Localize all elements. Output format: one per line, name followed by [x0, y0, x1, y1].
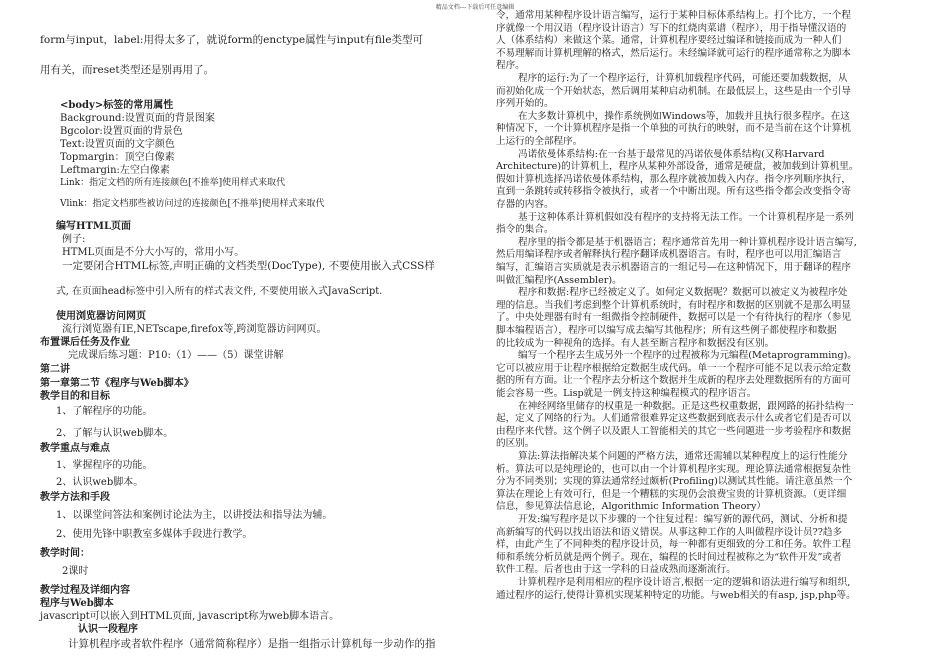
section-heading: 教学重点与难点 [40, 443, 110, 454]
section-heading: 认识一段程序 [78, 624, 138, 635]
section-heading: 编写HTML页面 [56, 221, 131, 232]
text-line: 用有关，而reset类型还是别再用了。 [40, 64, 215, 76]
paragraph-line: 能会容易一些。Lisp就是一例支持这种编程模式的程序语言。 [496, 388, 757, 399]
paragraph-line: 高新编写的代码以找出语法和语义错误。从事这种工作的人叫做程序设计员??趋多 [496, 526, 843, 538]
section-heading: 布置课后任务及作业 [40, 337, 130, 348]
paragraph-line: 编写，汇编语言实质就是表示机器语言的一组记号—在这种情况下，用于翻译的程序 [496, 262, 851, 273]
paragraph-line: 计算机程序是利用相应的程序设计语言,根据一定的逻辑和语法进行编写和组织, [518, 577, 851, 588]
paragraph-line: 算法:算法指解决某个问题的严格方法，通常还需辅以某种程度上的运行性能分 [518, 451, 848, 462]
section-heading: 教学方法和手段 [40, 492, 110, 503]
list-item: 2、使用先锋中职教室多媒体手段进行教学。 [56, 529, 253, 540]
paragraph-line: 程序里的指令都是基于机器语言；程序通常首先用一种计算机程序设计语言编写, [518, 236, 857, 248]
paragraph-line: 通过程序的运行,使得计算机实现某种特定的功能。与web相关的有asp, jsp,php等。 [496, 589, 856, 601]
section-heading: 教学过程及详细内容 [40, 585, 130, 596]
paragraph-line: 基于这种体系计算机假如没有程序的支持将无法工作。一个计算机程序是一系列 [518, 211, 854, 223]
list-item: Text:设置页面的文字颜色 [60, 139, 175, 150]
list-item: Leftmargin:左空白像素 [60, 165, 170, 176]
paragraph-line: 上运行的全部程序。 [496, 136, 583, 147]
paragraph-line: 而初始化成一个开始状态，然后调用某种启动机制。在最低层上，这些是由一个引导 [496, 85, 851, 97]
text-line: javascript可以嵌入到HTML页面, javascript称为web脚本语言。 [40, 611, 340, 622]
paragraph-line: 由程序来代替。这个例子以及跟人工智能相关的其它一些问题进一步考验程序和数据 [496, 425, 851, 437]
list-item: 1、掌握程序的功能。 [56, 460, 153, 471]
paragraph-line: 存器的内容。 [496, 199, 554, 210]
paragraph-line: 种情况下，一个计算机程序是指一个单独的可执行的映射，而不是当前在这个计算机 [496, 123, 851, 135]
paragraph-line: 程序。 [496, 60, 525, 72]
paragraph-line: 的区别。 [496, 438, 535, 450]
lecture-heading: 第二讲 [40, 364, 70, 375]
list-item: Link：指定文档的所有连接颜色[不推举]使用样式来取代 [60, 178, 286, 188]
paragraph-line: Architecture)的计算机上，程序从某种外部设备，通常是硬盘，被加载到计算机里。 [496, 161, 859, 173]
text-line: 完成课后练习题：P10:（1）——（5）课堂讲解 [68, 350, 284, 361]
list-item: 1、了解程序的功能。 [56, 406, 153, 417]
paragraph-line: 在神经网络里储存的权重是一种数据。正是这些权重数据，跟网路的拓扑结构一 [518, 400, 854, 412]
text-line: 流行浏览器有IE,NETscape,firefox等,跨浏览器访问网页。 [62, 324, 327, 335]
paragraph-line: 令，通常用某种程序设计语言编写，运行于某种目标体系结构上。打个比方，一个程 [496, 10, 851, 21]
text-line: HTML页面是不分大小写的，常用小写。 [62, 247, 245, 258]
page-header: 精品文档---下载后可任意编辑 [435, 4, 515, 11]
paragraph-line: 起，定义了网络的行为。人们通常很难界定这些数据到底表示什么或者它们是否可以 [496, 413, 851, 425]
paragraph-line: 冯诺依曼体系结构:在一台基于最常见的冯诺依曼体系结构(又称Harvard [518, 148, 825, 160]
section-heading: 教学目的和目标 [40, 391, 110, 402]
paragraph-line: 序列开始的。 [496, 98, 554, 110]
paragraph-line: 程序的运行:为了一个程序运行，计算机加载程序代码，可能还要加载数据，从 [518, 73, 848, 84]
paragraph-line: 分为不同类别；实现的算法通常经过颇析(Profiling)以测试其性能。请注意虽然一个 [496, 476, 853, 488]
list-item: 1、以课堂问答法和案例讨论法为主，以讲授法和指导法为辅。 [56, 510, 333, 521]
text-line: 计算机程序或者软件程序（通常简称程序）是指一组指示计算机每一步动作的指 [68, 638, 436, 650]
section-heading: 使用浏览器访问网页 [56, 311, 146, 322]
paragraph-line: 不易理解而计算机理解的格式，然后运行。未经编译就可运行的程序通常称之为脚本 [496, 47, 851, 59]
list-item: 2、认识web脚本。 [56, 477, 144, 488]
paragraph-line: 程序和数据:程序已经被定义了。如何定义数据呢？数据可以被定义为被程序处 [518, 287, 848, 299]
paragraph-line: 理的信息。当我们考虑到整个计算机系统时，有时程序和数据的区别就不是那么明显 [496, 299, 851, 311]
paragraph-line: 然后用编译程序或者解释执行程序翻译成机器语言。有时，程序也可以用汇编语言 [496, 249, 842, 261]
paragraph-line: 编写一个程序去生成另外一个程序的过程被称为元编程(Metaprogramming)。 [518, 350, 857, 362]
section-heading: 教学时间： [40, 548, 90, 559]
text-line: 一定要闭合HTML标签,声明正确的文档类型(DocType), 不要使用嵌入式CSS样 [62, 260, 435, 272]
paragraph-line: 它可以被应用于让程序根据给定数据生成代码。单一一个程序可能不足以表示给定数 [496, 362, 851, 374]
section-heading: <body>标签的常用属性 [60, 100, 174, 111]
paragraph-line: 样，由此产生了不同种类的程序设计员，每一种都有更细致的分工和任务。软件工程 [496, 539, 851, 551]
list-item: Bgcolor:设置页面的背景色 [60, 126, 183, 137]
paragraph-line: 直到一条跳转或转移指令被执行，或者一个中断出现。所有这些指令都会改变指令寄 [496, 186, 851, 198]
text-line: 2课时 [62, 566, 89, 577]
text-line: 式, 在页面head标签中引入所有的样式表文件, 不要使用嵌入式JavaScript. [56, 286, 383, 297]
paragraph-line: 假如计算机选择冯诺依曼体系结构，那么程序就被加载入内存。指令序列顺序执行， [496, 173, 851, 185]
list-item: Background:设置页面的背景图案 [60, 113, 215, 124]
paragraph-line: 人（体系结构）来做这个菜。通常，计算机程序要经过编译和链接而成为一种人们 [496, 35, 842, 47]
list-item: 2、了解与认识web脚本。 [56, 428, 174, 439]
paragraph-line: 软件工程。后者也由于这一学科的日益成熟而逐渐流行。 [496, 564, 736, 576]
paragraph-line: 序就像一个用汉语（程序设计语言）写下的红烧肉菜谱（程序），用于指导懂汉语的 [496, 22, 847, 34]
text-line: form与input，label:用得太多了，就说form的enctype属性与input有file类型可 [40, 34, 423, 46]
paragraph-line: 叫做汇编程序(Assembler)。 [496, 274, 622, 286]
paragraph-line: 开发:编写程序是以下步骤的一个往复过程：编写新的源代码，测试、分析和提 [518, 514, 848, 525]
paragraph-line: 脚本编程语言），程序可以编写成去编写其他程序；所有这些例子都使程序和数据 [496, 325, 837, 336]
paragraph-line: 信息，参见算法信息论，Algorithmic Information Theory） [496, 501, 766, 513]
paragraph-line: 师和系统分析员就是两个例子。现在，编程的长时间过程被称之为“软件开发”或者 [496, 551, 842, 563]
paragraph-line: 在大多数计算机中，操作系统例如Windows等，加载并且执行很多程序。在这 [518, 110, 850, 122]
paragraph-line: 算法在理论上有效可行，但是一个糟糕的实现仍会浪费宝贵的计算机资源。（更详细 [496, 488, 847, 500]
section-heading: 程序与Web脚本 [40, 598, 114, 609]
list-item: Topmargin：顶空白像素 [60, 152, 175, 163]
paragraph-line: 指令的集合。 [496, 224, 554, 236]
paragraph-line: 据的所有方面。让一个程序去分析这个数据并生成新的程序去处理数据所有的方面可 [496, 375, 851, 387]
chapter-heading: 第一章第二节《程序与Web脚本》 [40, 378, 194, 389]
paragraph-line: 了。中央处理器有时有一组微指令控制硬件，数据可以是一个有待执行的程序（参见 [496, 312, 851, 324]
list-item: Vlink：指定文档那些被访问过的连接颜色[不推举]使用样式来取代 [60, 199, 325, 209]
paragraph-line: 的比较成为一种视角的选择。有人甚至断言程序和数据没有区别。 [496, 337, 775, 349]
paragraph-line: 析。算法可以是纯理论的，也可以由一个计算机程序实现。理论算法通常根据复杂性 [496, 463, 851, 475]
text-line: 例子: [62, 234, 86, 245]
